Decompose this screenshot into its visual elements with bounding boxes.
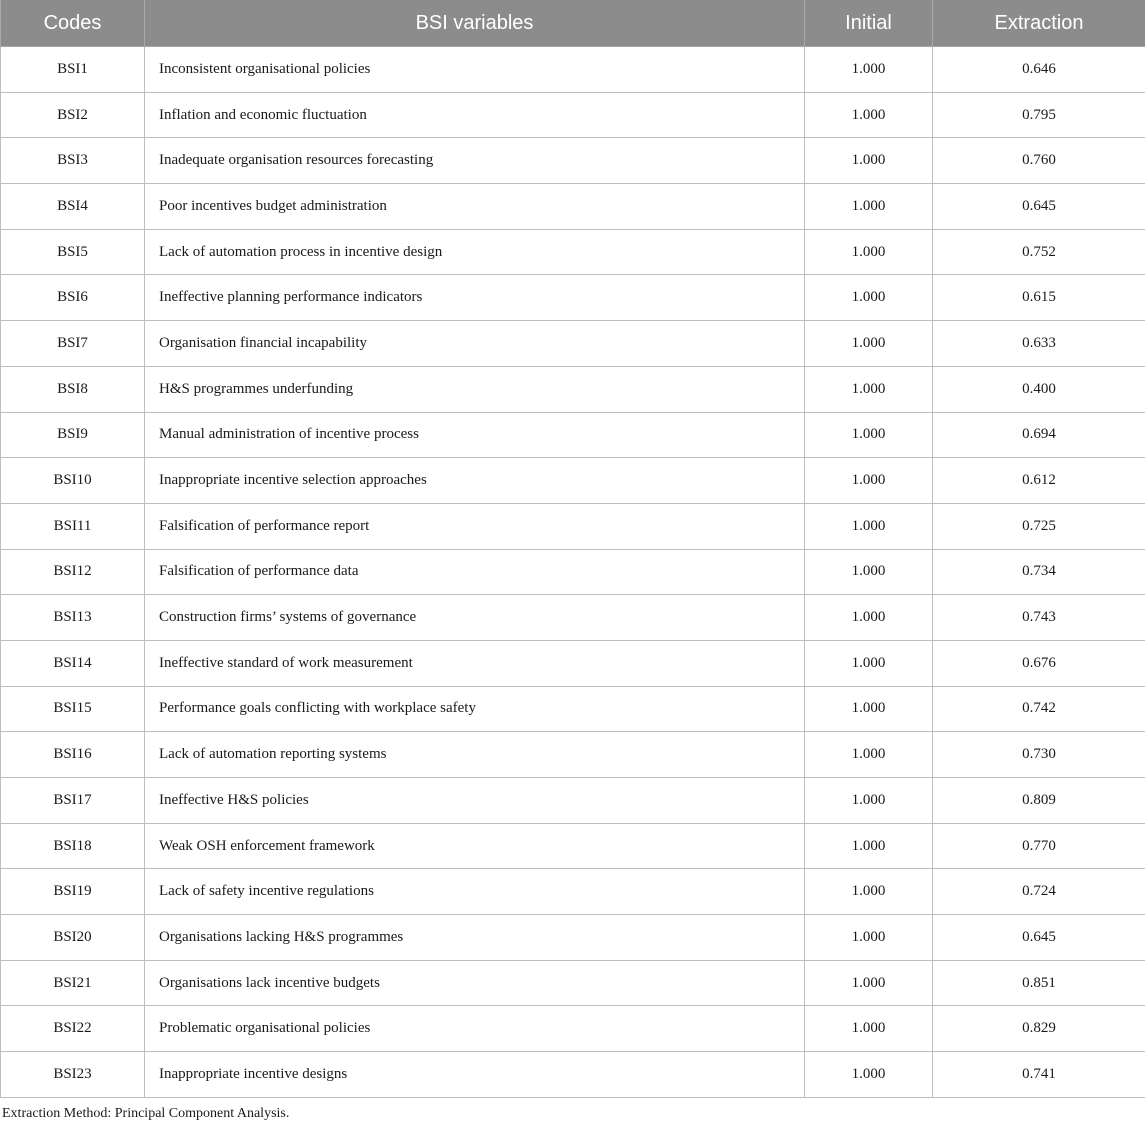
initial-cell: 1.000 bbox=[805, 412, 933, 458]
header-extraction: Extraction bbox=[933, 0, 1145, 47]
extraction-cell: 0.400 bbox=[933, 366, 1145, 412]
extraction-cell: 0.724 bbox=[933, 869, 1145, 915]
variable-cell: Ineffective planning performance indicators bbox=[145, 275, 805, 321]
variable-cell: H&S programmes underfunding bbox=[145, 366, 805, 412]
variable-cell: Problematic organisational policies bbox=[145, 1006, 805, 1052]
extraction-cell: 0.770 bbox=[933, 823, 1145, 869]
code-cell: BSI7 bbox=[1, 321, 145, 367]
table-body bbox=[1, 47, 1145, 1098]
initial-cell: 1.000 bbox=[805, 184, 933, 230]
variable-cell: Lack of safety incentive regulations bbox=[145, 869, 805, 915]
initial-cell: 1.000 bbox=[805, 92, 933, 138]
extraction-cell: 0.615 bbox=[933, 275, 1145, 321]
variable-cell: Lack of automation reporting systems bbox=[145, 732, 805, 778]
variable-cell: Inappropriate incentive designs bbox=[145, 1052, 805, 1098]
variable-cell: Inappropriate incentive selection approaches bbox=[145, 458, 805, 504]
header-bsi-variables: BSI variables bbox=[145, 0, 805, 47]
table-row bbox=[1, 229, 1145, 275]
initial-cell: 1.000 bbox=[805, 366, 933, 412]
initial-cell: 1.000 bbox=[805, 732, 933, 778]
table-row bbox=[1, 549, 1145, 595]
table-row bbox=[1, 47, 1145, 93]
extraction-cell: 0.829 bbox=[933, 1006, 1145, 1052]
variable-cell: Poor incentives budget administration bbox=[145, 184, 805, 230]
initial-cell: 1.000 bbox=[805, 869, 933, 915]
code-cell: BSI16 bbox=[1, 732, 145, 778]
initial-cell: 1.000 bbox=[805, 138, 933, 184]
variable-cell: Ineffective standard of work measurement bbox=[145, 640, 805, 686]
extraction-cell: 0.645 bbox=[933, 184, 1145, 230]
variable-cell: Inadequate organisation resources forecasting bbox=[145, 138, 805, 184]
table-row bbox=[1, 823, 1145, 869]
variable-cell: Weak OSH enforcement framework bbox=[145, 823, 805, 869]
extraction-cell: 0.742 bbox=[933, 686, 1145, 732]
variable-cell: Performance goals conflicting with workplace safety bbox=[145, 686, 805, 732]
extraction-cell: 0.645 bbox=[933, 915, 1145, 961]
variable-cell: Construction firms’ systems of governance bbox=[145, 595, 805, 641]
code-cell: BSI18 bbox=[1, 823, 145, 869]
table-row bbox=[1, 732, 1145, 778]
extraction-cell: 0.734 bbox=[933, 549, 1145, 595]
extraction-cell: 0.741 bbox=[933, 1052, 1145, 1098]
initial-cell: 1.000 bbox=[805, 1052, 933, 1098]
initial-cell: 1.000 bbox=[805, 275, 933, 321]
code-cell: BSI1 bbox=[1, 47, 145, 93]
code-cell: BSI15 bbox=[1, 686, 145, 732]
extraction-cell: 0.730 bbox=[933, 732, 1145, 778]
extraction-cell: 0.760 bbox=[933, 138, 1145, 184]
header-initial: Initial bbox=[805, 0, 933, 47]
initial-cell: 1.000 bbox=[805, 458, 933, 504]
variable-cell: Organisation financial incapability bbox=[145, 321, 805, 367]
initial-cell: 1.000 bbox=[805, 823, 933, 869]
extraction-cell: 0.795 bbox=[933, 92, 1145, 138]
code-cell: BSI12 bbox=[1, 549, 145, 595]
extraction-cell: 0.809 bbox=[933, 778, 1145, 824]
header-row bbox=[1, 0, 1145, 47]
extraction-cell: 0.752 bbox=[933, 229, 1145, 275]
initial-cell: 1.000 bbox=[805, 915, 933, 961]
table-row bbox=[1, 640, 1145, 686]
table-row bbox=[1, 275, 1145, 321]
code-cell: BSI17 bbox=[1, 778, 145, 824]
extraction-cell: 0.851 bbox=[933, 960, 1145, 1006]
code-cell: BSI21 bbox=[1, 960, 145, 1006]
extraction-cell: 0.676 bbox=[933, 640, 1145, 686]
code-cell: BSI8 bbox=[1, 366, 145, 412]
table-footnote: Extraction Method: Principal Component Analysis. bbox=[2, 1106, 290, 1121]
table-row bbox=[1, 412, 1145, 458]
extraction-cell: 0.612 bbox=[933, 458, 1145, 504]
initial-cell: 1.000 bbox=[805, 47, 933, 93]
table-row bbox=[1, 1052, 1145, 1098]
code-cell: BSI2 bbox=[1, 92, 145, 138]
extraction-cell: 0.725 bbox=[933, 503, 1145, 549]
initial-cell: 1.000 bbox=[805, 229, 933, 275]
extraction-cell: 0.743 bbox=[933, 595, 1145, 641]
table-row bbox=[1, 915, 1145, 961]
table-row bbox=[1, 458, 1145, 504]
code-cell: BSI23 bbox=[1, 1052, 145, 1098]
table-row bbox=[1, 778, 1145, 824]
table-row bbox=[1, 321, 1145, 367]
table-row bbox=[1, 503, 1145, 549]
variable-cell: Inconsistent organisational policies bbox=[145, 47, 805, 93]
code-cell: BSI5 bbox=[1, 229, 145, 275]
table-row bbox=[1, 1006, 1145, 1052]
code-cell: BSI14 bbox=[1, 640, 145, 686]
variable-cell: Organisations lacking H&S programmes bbox=[145, 915, 805, 961]
code-cell: BSI22 bbox=[1, 1006, 145, 1052]
variable-cell: Falsification of performance report bbox=[145, 503, 805, 549]
table-row bbox=[1, 184, 1145, 230]
table-row bbox=[1, 92, 1145, 138]
variable-cell: Inflation and economic fluctuation bbox=[145, 92, 805, 138]
extraction-cell: 0.646 bbox=[933, 47, 1145, 93]
initial-cell: 1.000 bbox=[805, 503, 933, 549]
table-row bbox=[1, 686, 1145, 732]
code-cell: BSI10 bbox=[1, 458, 145, 504]
variable-cell: Lack of automation process in incentive design bbox=[145, 229, 805, 275]
initial-cell: 1.000 bbox=[805, 640, 933, 686]
table-row bbox=[1, 595, 1145, 641]
code-cell: BSI9 bbox=[1, 412, 145, 458]
code-cell: BSI13 bbox=[1, 595, 145, 641]
table-row bbox=[1, 138, 1145, 184]
initial-cell: 1.000 bbox=[805, 321, 933, 367]
table-row bbox=[1, 366, 1145, 412]
table-row bbox=[1, 869, 1145, 915]
variable-cell: Ineffective H&S policies bbox=[145, 778, 805, 824]
code-cell: BSI20 bbox=[1, 915, 145, 961]
code-cell: BSI4 bbox=[1, 184, 145, 230]
code-cell: BSI6 bbox=[1, 275, 145, 321]
code-cell: BSI19 bbox=[1, 869, 145, 915]
variable-cell: Falsification of performance data bbox=[145, 549, 805, 595]
initial-cell: 1.000 bbox=[805, 1006, 933, 1052]
initial-cell: 1.000 bbox=[805, 549, 933, 595]
code-cell: BSI11 bbox=[1, 503, 145, 549]
extraction-cell: 0.633 bbox=[933, 321, 1145, 367]
table-header bbox=[1, 0, 1145, 47]
code-cell: BSI3 bbox=[1, 138, 145, 184]
variable-cell: Manual administration of incentive process bbox=[145, 412, 805, 458]
initial-cell: 1.000 bbox=[805, 960, 933, 1006]
initial-cell: 1.000 bbox=[805, 595, 933, 641]
header-codes: Codes bbox=[1, 0, 145, 47]
initial-cell: 1.000 bbox=[805, 686, 933, 732]
initial-cell: 1.000 bbox=[805, 778, 933, 824]
variable-cell: Organisations lack incentive budgets bbox=[145, 960, 805, 1006]
extraction-cell: 0.694 bbox=[933, 412, 1145, 458]
table-row bbox=[1, 960, 1145, 1006]
